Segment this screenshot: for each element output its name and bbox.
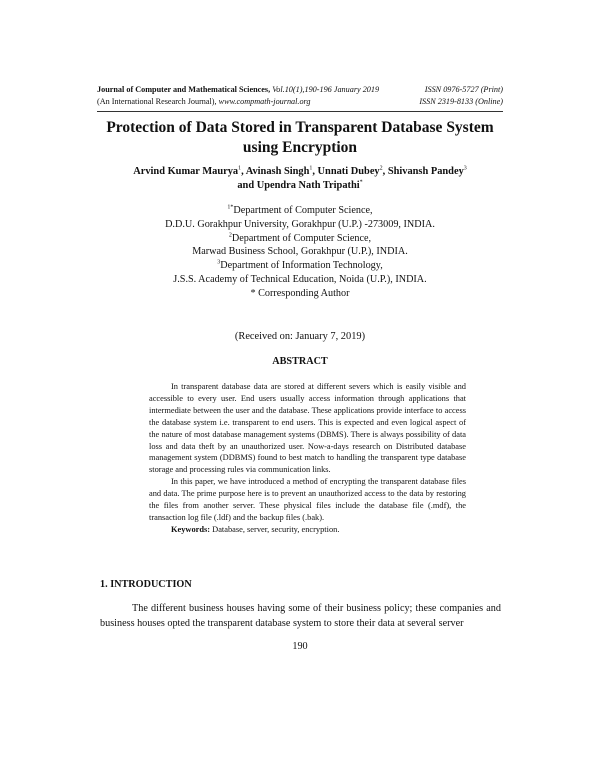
abstract-paragraph-2: In this paper, we have introduced a method of encrypting the transparent database files and data. The prime purpose here is to prevent an unauthorized access to the data by restoring the files from another server. These physical files include the database file (.mdf), the transaction log file (.ldf) and the backup files (.bak). bbox=[149, 477, 466, 522]
affiliations bbox=[60, 204, 540, 301]
journal-header bbox=[97, 84, 503, 107]
introduction-paragraph: The different business houses having some of their business policy; these companies and business houses opted the transparent database system to store their data at several server bbox=[100, 603, 501, 629]
affiliation-1-inst: D.D.U. Gorakhpur University, Gorakhpur (U.P.) -273009, INDIA. bbox=[165, 218, 435, 230]
journal-subtitle: (An International Research Journal), bbox=[97, 96, 217, 106]
author-4: , Shivansh Pandey bbox=[382, 166, 464, 177]
affiliation-1-dept-text: Department of Computer Science, bbox=[233, 205, 373, 216]
keywords-line bbox=[149, 524, 466, 536]
journal-subtitle-line bbox=[97, 96, 311, 108]
paper-title bbox=[60, 118, 540, 158]
author-2-sup: 1 bbox=[309, 165, 313, 172]
authors-line-2 bbox=[60, 179, 540, 193]
affiliation-2-dept-text: Department of Computer Science, bbox=[231, 232, 372, 244]
affiliation-2-sup: 2 bbox=[228, 232, 232, 239]
affiliation-1-dept bbox=[60, 204, 540, 218]
abstract-paragraph-1: In transparent database data are stored at different severs which is easily visible and accessible to every user. End users usually access information through applications that intermediate between the user and the database. These applications provide interface to access the database system i.e. transparent to end users. This is expected and even logical aspect of the nature of most database management systems (DBMS). There is always possibility of data loss and data theft by an unauthorized user. Now-a-days research on Distributed database management system (DDBMS) found to best match to handling the transparent type database storage and processing rules via communication links. bbox=[149, 382, 466, 475]
keywords-text: Database, server, security, encryption. bbox=[210, 524, 340, 534]
issn-online: ISSN 2319-8133 (Online) bbox=[419, 96, 503, 106]
section-heading-introduction: 1. INTRODUCTION bbox=[100, 579, 192, 590]
keywords-label: Keywords: bbox=[171, 524, 211, 534]
journal-website: www.compmath-journal.org bbox=[218, 96, 311, 106]
authors-line-1 bbox=[60, 165, 540, 179]
corresponding-author: * Corresponding Author bbox=[250, 287, 350, 299]
title-line-1: Protection of Data Stored in Transparent Database System bbox=[106, 119, 494, 136]
header-divider bbox=[97, 111, 503, 112]
author-3: , Unnati Dubey bbox=[312, 166, 380, 177]
author-5-sup: * bbox=[359, 179, 363, 186]
affiliation-3-dept bbox=[60, 259, 540, 273]
issn-print: ISSN 0976-5727 (Print) bbox=[424, 85, 503, 94]
journal-citation bbox=[97, 84, 379, 96]
author-list bbox=[60, 165, 540, 193]
affiliation-2-dept bbox=[60, 232, 540, 246]
title-line-2: using Encryption bbox=[242, 139, 358, 156]
affiliation-2-inst: Marwad Business School, Gorakhpur (U.P.), INDIA. bbox=[192, 246, 408, 258]
author-3-sup: 2 bbox=[379, 165, 383, 172]
page-number: 190 bbox=[292, 641, 308, 652]
affiliation-3-inst: J.S.S. Academy of Technical Education, Noida (U.P.), INDIA. bbox=[173, 273, 427, 285]
received-date: (Received on: January 7, 2019) bbox=[234, 331, 366, 342]
introduction-body bbox=[100, 601, 501, 631]
abstract-body bbox=[149, 381, 466, 536]
abstract-heading: ABSTRACT bbox=[272, 356, 328, 367]
author-2: , Avinash Singh bbox=[241, 166, 310, 177]
affiliation-3-sup: 3 bbox=[217, 259, 221, 266]
affiliation-1-sup: 1* bbox=[227, 204, 234, 211]
affiliation-3-dept-text: Department of Information Technology, bbox=[220, 260, 383, 272]
author-1: Arvind Kumar Maurya bbox=[133, 166, 239, 177]
volume-info: Vol.10(1),190-196 January 2019 bbox=[272, 85, 380, 94]
author-5: and Upendra Nath Tripathi bbox=[237, 180, 360, 191]
author-1-sup: 1 bbox=[238, 165, 242, 172]
journal-name: Journal of Computer and Mathematical Sciences, bbox=[97, 85, 271, 94]
author-4-sup: 3 bbox=[463, 165, 467, 172]
